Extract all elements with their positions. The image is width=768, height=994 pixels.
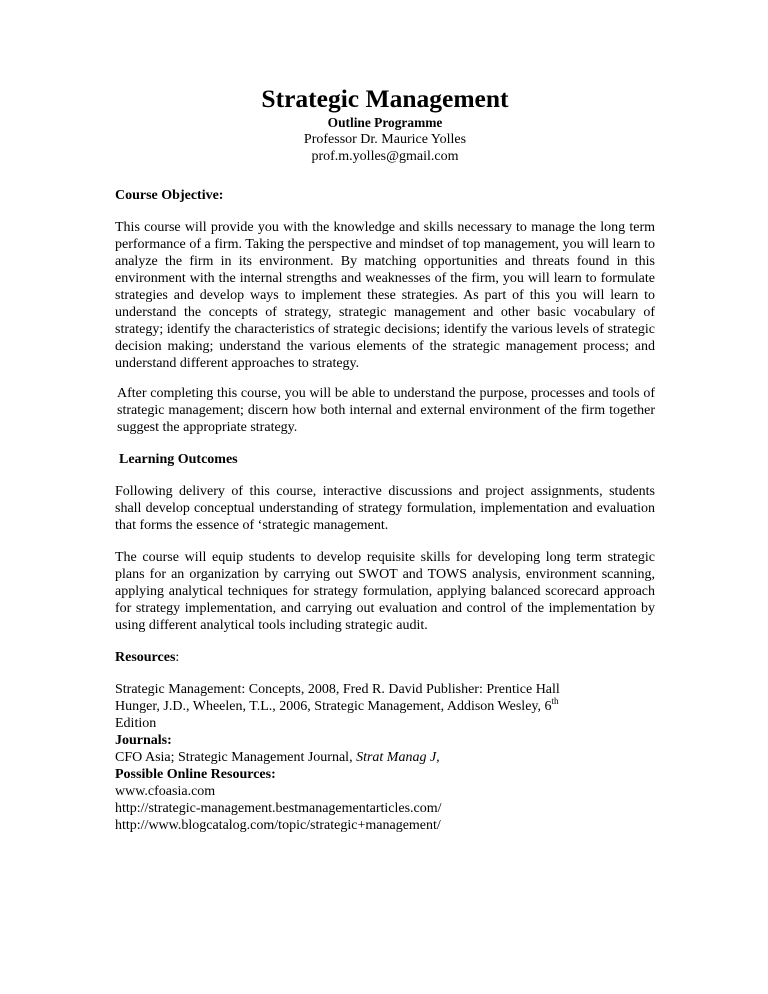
online-resources-heading: Possible Online Resources:: [115, 767, 276, 782]
online-link-1[interactable]: www.cfoasia.com: [115, 784, 216, 799]
resource-book-2: [115, 698, 655, 715]
page-subtitle: Outline Programme: [327, 115, 443, 130]
resource-book-2-text: Hunger, J.D., Wheelen, T.L., 2006, Strategic Management, Addison Wesley, 6: [115, 699, 552, 714]
course-objective-heading: Course Objective:: [115, 188, 224, 203]
online-link-2[interactable]: http://strategic-management.bestmanagementarticles.com/: [115, 801, 442, 816]
page-title: Strategic Management: [261, 84, 509, 113]
document-body: [115, 84, 655, 834]
resource-book-2-superscript: th: [551, 696, 559, 706]
journals-text: CFO Asia; Strategic Management Journal,: [115, 750, 357, 765]
journals-italic: Strat Manag J,: [356, 750, 440, 765]
journals-heading: Journals:: [115, 733, 172, 748]
resource-book-2-edition: Edition: [115, 716, 157, 731]
resources-heading-colon: :: [175, 650, 180, 665]
course-objective-paragraph-2: After completing this course, you will be able to understand the purpose, processes and tools of strategic management; discern how both internal and external environment of the firm together suggest the appropriate strategy.: [117, 386, 655, 435]
resources-heading-text: Resources: [115, 650, 176, 665]
resource-book-1: Strategic Management: Concepts, 2008, Fred R. David Publisher: Prentice Hall: [115, 682, 560, 697]
author-name: Professor Dr. Maurice Yolles: [303, 132, 467, 147]
learning-outcomes-paragraph-2: The course will equip students to develop requisite skills for developing long term strategic plans for an organization by carrying out SWOT and TOWS analysis, environment scanning, applying analytical techniques for strategy formulation, applying balanced scorecard approach for strategy implementation, and carrying out evaluation and control of the implementation by using different analytical tools including strategic audit.: [115, 550, 655, 633]
online-link-3[interactable]: http://www.blogcatalog.com/topic/strategic+management/: [115, 818, 441, 833]
course-objective-paragraph-1: This course will provide you with the knowledge and skills necessary to manage the long term performance of a firm. Taking the perspective and mindset of top management, you will learn to analyze the firm in its environment. By matching opportunities and threats found in this environment with the internal strengths and weaknesses of the firm, you will learn to formulate strategies and develop ways to implement these strategies. As part of this you will learn to understand the concepts of strategy, strategic management and other basic vocabulary of strategy; identify the characteristics of strategic decisions; identify the various levels of strategic decision making; understand the various elements of the strategic management process; and understand different approaches to strategy.: [115, 220, 655, 371]
resources-heading: [115, 649, 655, 666]
author-email: prof.m.yolles@gmail.com: [311, 149, 459, 164]
learning-outcomes-paragraph-1: Following delivery of this course, interactive discussions and project assignments, students shall develop conceptual understanding of strategy formulation, implementation and evaluation that forms the essence of ‘strategic management.: [115, 484, 655, 533]
learning-outcomes-heading: Learning Outcomes: [119, 452, 238, 467]
journals-list: [115, 749, 655, 766]
